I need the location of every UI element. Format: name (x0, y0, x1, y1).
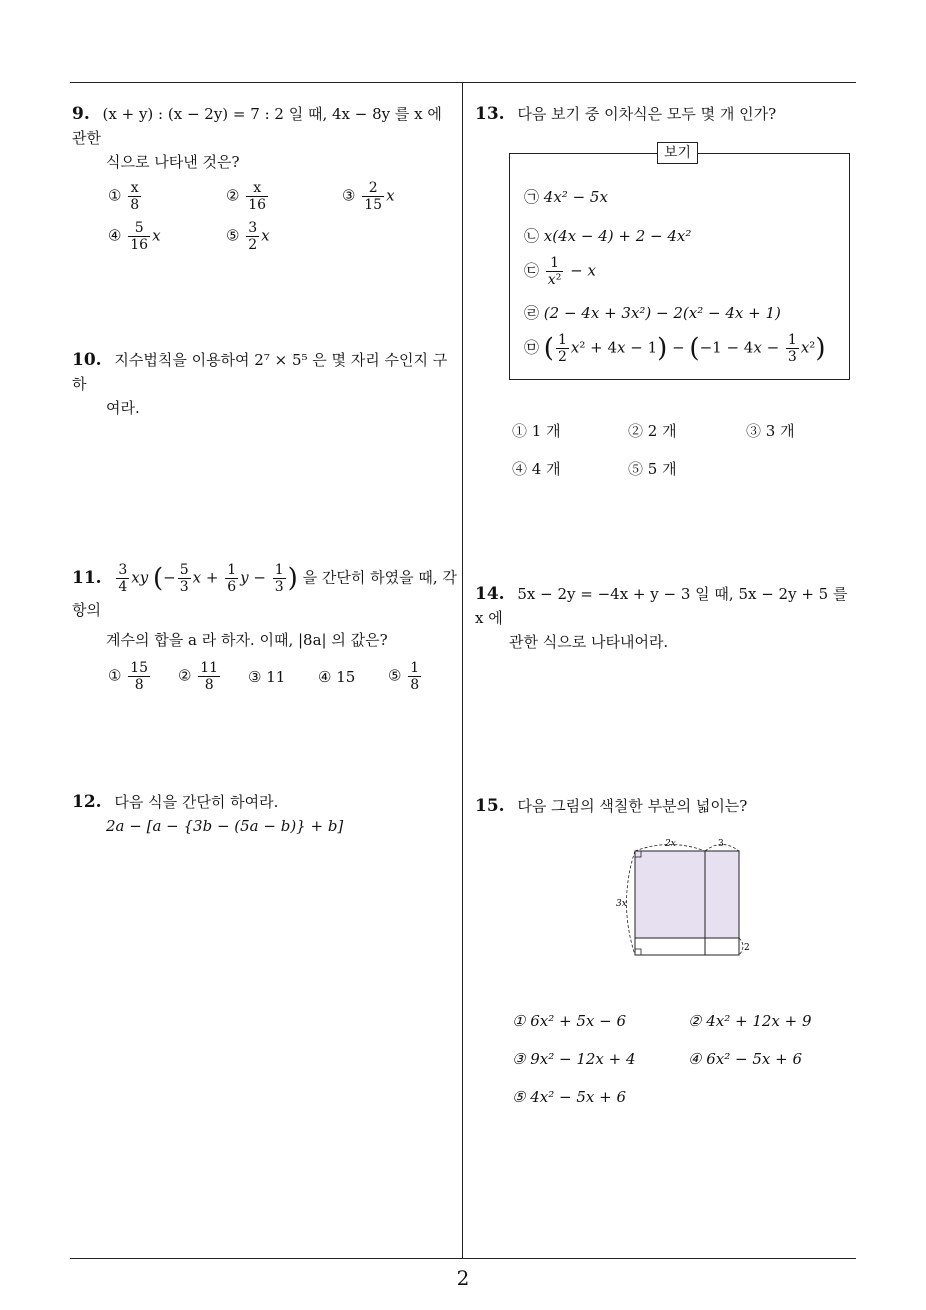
example-item-4: ㉣ (2 − 4x + 3x²) − 2(x² − 4x + 1) (524, 304, 781, 322)
question-text-line2: 여라. (106, 399, 140, 417)
q15-option-5[interactable]: ⑤ 4x² − 5x + 6 (512, 1088, 626, 1106)
label-2x: 2x (665, 839, 676, 849)
question-text: (x + y) : (x − 2y) = 7 : 2 일 때, 4x − 8y 를 x 에 관한 (72, 105, 442, 147)
shaded-region (635, 851, 739, 938)
q13-option-4[interactable]: ④ 4 개 (512, 460, 561, 478)
question-text: 다음 보기 중 이차식은 모두 몇 개 인가? (517, 105, 777, 123)
q11-option-1[interactable]: ① $\frac{15}{8}$ (108, 660, 149, 693)
example-item-5: ㉤ ( $\frac{1}{2}$ x² + 4x − 1) − (−1 − 4x − $\frac{1}{3}$ x²) (524, 332, 826, 365)
question-text: 을 간단히 하였을 때, 각 항의 (72, 568, 457, 619)
question-12 (72, 790, 457, 838)
question-number: 13. (475, 104, 505, 124)
question-text: 다음 식을 간단히 하여라. (114, 793, 279, 811)
example-item-1: ㉠ 4x² − 5x (524, 188, 608, 206)
question-number: 14. (475, 584, 505, 604)
question-number: 12. (72, 792, 102, 812)
bottom-rule (70, 1258, 856, 1259)
q11-option-2[interactable]: ② $\frac{11}{8}$ (178, 660, 219, 693)
q15-option-3[interactable]: ③ 9x² − 12x + 4 (512, 1050, 636, 1068)
q15-option-2[interactable]: ② 4x² + 12x + 9 (688, 1012, 812, 1030)
q13-option-3[interactable]: ③ 3 개 (746, 422, 795, 440)
q13-option-1[interactable]: ① 1 개 (512, 422, 561, 440)
question-number: 10. (72, 350, 102, 370)
question-15 (475, 794, 860, 818)
question-10 (72, 348, 457, 420)
question-text: 다음 그림의 색칠한 부분의 넓이는? (517, 797, 748, 815)
question-text-line2: 계수의 합을 a 라 하자. 이때, |8a| 의 값은? (106, 631, 388, 649)
question-number: 9. (72, 104, 90, 124)
brace-left (627, 851, 636, 955)
label-2: 2 (744, 943, 750, 953)
q11-option-4[interactable]: ④ 15 (318, 668, 356, 686)
right-angle-bottom (635, 949, 641, 955)
example-item-2: ㉡ x(4x − 4) + 2 − 4x² (524, 227, 692, 245)
label-3x: 3x (616, 899, 627, 909)
area-figure (610, 834, 760, 964)
question-expression: 2a − [a − {3b − (5a − b)} + b] (106, 817, 344, 835)
column-divider (462, 82, 463, 1258)
q15-option-4[interactable]: ④ 6x² − 5x + 6 (688, 1050, 802, 1068)
q11-option-3[interactable]: ③ 11 (248, 668, 286, 686)
question-text-line2: 관한 식으로 나타내어라. (509, 633, 669, 651)
example-item-3: ㉢ $\frac{1}{\text{x²}}$ − x (524, 255, 596, 288)
question-9 (72, 102, 457, 174)
question-text: 5x − 2y = −4x + y − 3 일 때, 5x − 2y + 5 를 x 에 (475, 585, 848, 627)
question-11: 11. $\frac{3}{4}$ xy (− $\frac{5}{3}$ x + $\frac{1}{6}$ y − $\frac{1}{3}$ ) 을 간단히 하였을 때, 각 항의 계수의 합을 a 라 하자. 이때, |8a| 의 값은? (72, 562, 457, 649)
q9-option-2[interactable]: ② $\frac{x}{16}$ (226, 180, 267, 213)
question-number: 11. (72, 567, 102, 588)
example-box-title: 보기 (657, 142, 698, 164)
page-number: 2 (456, 1266, 470, 1290)
question-text-line2: 식으로 나타낸 것은? (106, 153, 240, 171)
q13-option-2[interactable]: ② 2 개 (628, 422, 677, 440)
brace-right (739, 938, 743, 955)
q9-option-5[interactable]: ⑤ $\frac{3}{2}$ x (226, 220, 270, 253)
question-13 (475, 102, 860, 126)
q9-option-3[interactable]: ③ $\frac{2}{15}$ x (342, 180, 395, 213)
q9-option-4[interactable]: ④ $\frac{5}{16}$ x (108, 220, 161, 253)
question-number: 15. (475, 796, 505, 816)
q9-option-1[interactable]: ① $\frac{x}{8}$ (108, 180, 140, 213)
q15-option-1[interactable]: ① 6x² + 5x − 6 (512, 1012, 626, 1030)
q13-option-5[interactable]: ⑤ 5 개 (628, 460, 677, 478)
label-3: 3 (718, 839, 724, 849)
top-rule (70, 82, 856, 83)
question-14 (475, 582, 860, 654)
question-text: 지수법칙을 이용하여 2⁷ × 5⁵ 은 몇 자리 수인지 구하 (72, 351, 448, 393)
q11-option-5[interactable]: ⑤ $\frac{1}{8}$ (388, 660, 420, 693)
